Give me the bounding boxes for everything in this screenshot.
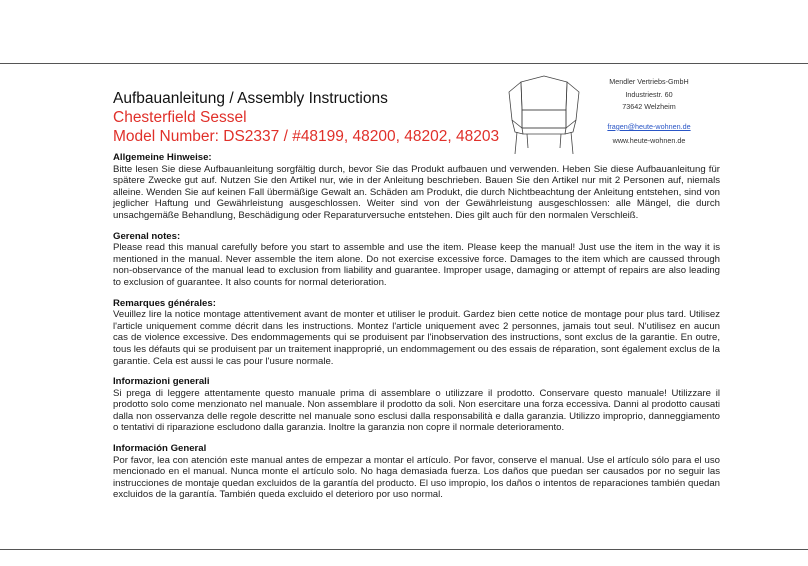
- company-street: Industriestr. 60: [625, 89, 673, 99]
- chair-seat-front: [522, 128, 566, 134]
- document-body: [113, 152, 720, 510]
- section-heading: Informazioni generali: [113, 376, 210, 388]
- chair-leg: [527, 134, 528, 148]
- company-name: Mendler Vertriebs-GmbH: [609, 77, 689, 86]
- section-heading: Remarques générales:: [113, 297, 216, 309]
- company-email-link[interactable]: fragen@heute-wohnen.de: [607, 121, 691, 131]
- chair-leg: [571, 132, 573, 154]
- chair-left-arm: [509, 82, 522, 128]
- chair-seat: [522, 110, 566, 128]
- section-text: Por favor, lea con atención este manual antes de empezar a montar el artículo. Por favor, conserve el manual. Use el artículo sólo para el uso mencionado en el manual. Nunca monte el artículo solo. No haga demasiada fuerza. Los daños que puedan ser causados por no seguir las instrucciones de montaje quedan excluidos de la garantía del producto. El uso impropio, los daños o intentos de reparaciones también quedan excluidos de la garantía. También queda excluido el deterioro por uso normal.: [113, 454, 720, 501]
- section-heading: Gerenal notes:: [113, 230, 181, 242]
- top-divider: [0, 63, 808, 64]
- section-heading: Información General: [113, 443, 207, 455]
- chair-illustration: [503, 72, 585, 160]
- company-city: 73642 Welzheim: [622, 102, 676, 112]
- section-spanish: [113, 443, 720, 501]
- chair-leg: [515, 132, 517, 154]
- bottom-divider: [0, 549, 808, 550]
- section-text: Si prega di leggere attentamente questo manuale prima di assemblare o utilizzare il prodotto. Conservare questo manuale! Utilizzare il prodotto solo come menzionato nel manuale. Non assemblare il prodotto da soli. Non esercitare una forza eccessiva. Danni al prodotto causati dalla non osservanza delle regole descritte nel manuale sono esclusi dalla responsabilità e dalla garanzia. Utilizzo improprio, danneggiamento o tentativi di riparazione escludono dalla garanzia. Inoltre la garanzia non copre il normale deterioramento.: [113, 387, 720, 434]
- title-block: [113, 89, 499, 146]
- section-english: [113, 231, 720, 289]
- chair-leg: [560, 134, 561, 148]
- section-text: Bitte lesen Sie diese Aufbauanleitung sorgfältig durch, bevor Sie das Produkt aufbauen und verwenden. Heben Sie diese Aufbauanleitung für spätere Zwecke gut auf. Nutzen Sie den Artikel nur, wie in der Anleitung beschrieben. Bauen Sie den Artikel nur mit 2 Personen auf, niemals alleine. Wenden Sie auf keinen Fall übermäßige Gewalt an. Schäden am Produkt, die durch Nichtbeachtung der Anleitung entstehen, sind von jeglicher Haftung und Gewährleistung ausgeschlossen. Weiter sind von der Gewährleistung ausgeschlossen: alle Mängel, die durch unsachgemäße Behandlung, Beschädigung oder Reparaturversuche entstehen. Dies gilt auch für den normalen Verschleiß.: [113, 163, 720, 221]
- chair-back: [521, 76, 567, 110]
- section-italian: [113, 376, 720, 434]
- section-heading: Allgemeine Hinweise:: [113, 152, 212, 163]
- section-text: Veuillez lire la notice montage attentivement avant de monter et utiliser le produit. Gardez bien cette notice de montage pour plus tard. Utilisez l'article uniquement comme décrit dans les instructions. Montez l'article uniquement avec 2 personnes, jamais tout seul. N'utilisez en aucun cas de violence excessive. Des endommagements qui se produisent par l'inobservation des instructions, sont exclus de la garantie. En outre, tous les défauts qui se produisent par un traitement inapproprié, un endommagement ou des essais de réparation, sont également exclus de la garantie. Cela est aussi le cas pour l'usure normale.: [113, 309, 720, 367]
- document-title: Aufbauanleitung / Assembly Instructions: [113, 90, 388, 107]
- company-website: www.heute-wohnen.de: [612, 136, 686, 146]
- section-french: [113, 298, 720, 368]
- section-german: [113, 152, 720, 222]
- company-address: [600, 76, 698, 148]
- section-text: Please read this manual carefully before you start to assemble and use the item. Please keep the manual! Just use the item in the way it is mentioned in the manual. Never assemble the item alone. Do not exercise excessive force. Damages to the item which are caussed through non-observance of the manual lead to exclusion from liability and guarantee. Improper usage, damaging or attempt of repairs are also leading to exclusion of guarantee. It also counts for normal deterioration.: [113, 242, 720, 288]
- product-name: Chesterfield Sessel: [113, 109, 247, 126]
- model-number: Model Number: DS2337 / #48199, 48200, 48202, 48203: [113, 128, 500, 145]
- chair-right-arm: [566, 82, 579, 128]
